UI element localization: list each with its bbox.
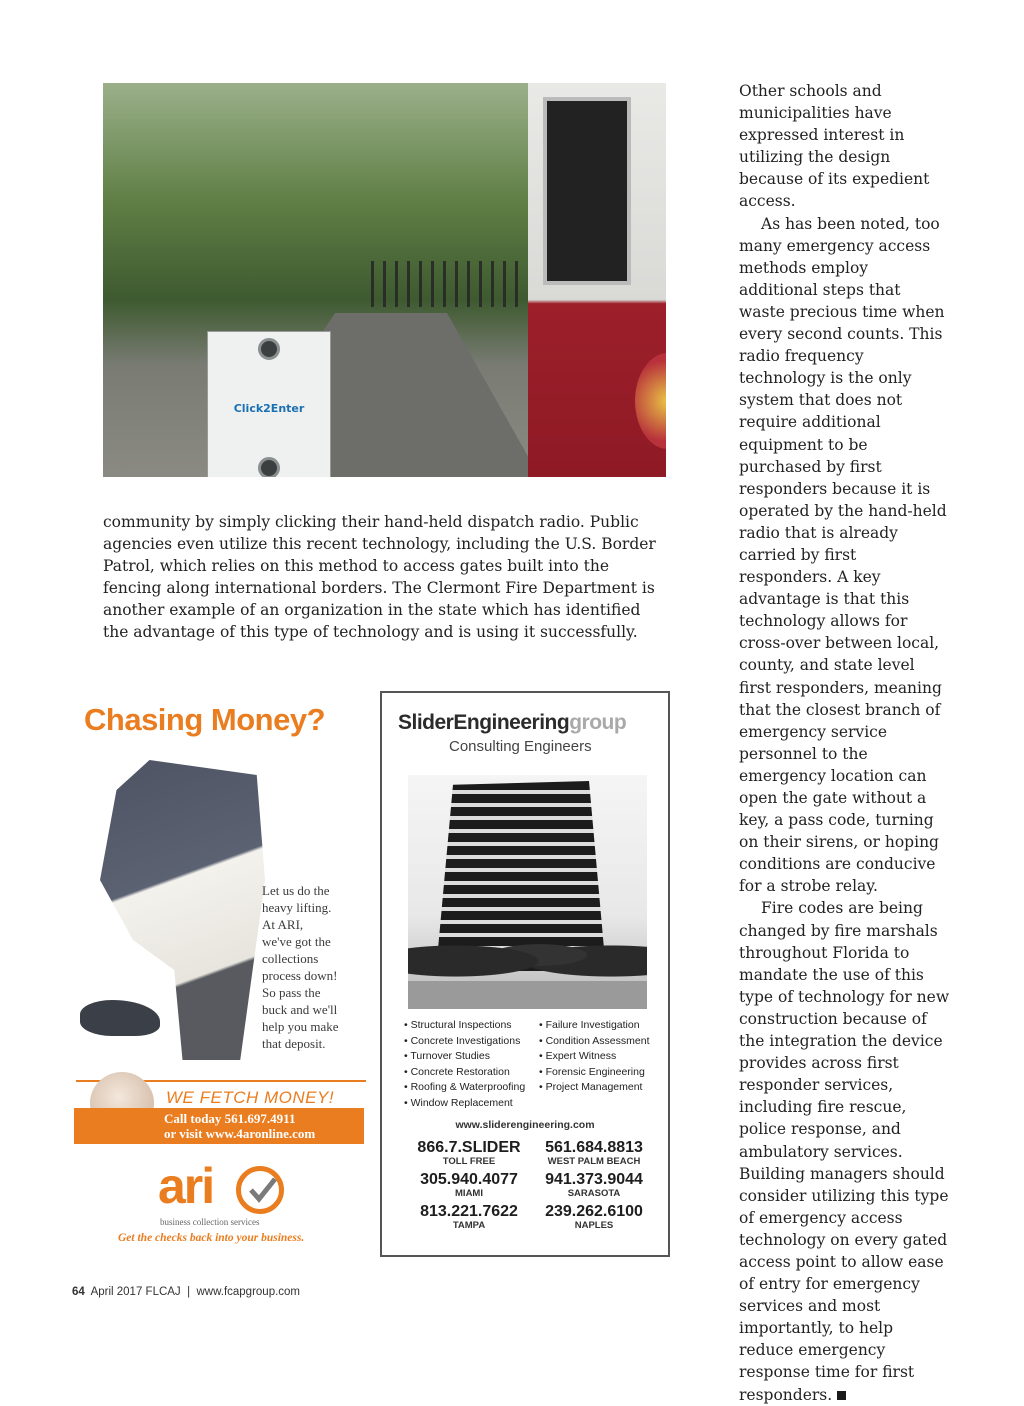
ari-body-line: heavy lifting. xyxy=(262,900,332,915)
click2enter-device xyxy=(207,331,331,477)
service-item: • Project Management xyxy=(539,1081,643,1093)
page-number: 64 xyxy=(72,1286,85,1298)
ari-phone[interactable]: Call today 561.697.4911 xyxy=(164,1111,296,1126)
ari-fetch-slogan: WE FETCH MONEY! xyxy=(166,1088,335,1107)
issue-label: April 2017 FLCAJ xyxy=(90,1286,181,1298)
ari-website-link[interactable]: or visit www.4aronline.com xyxy=(164,1126,316,1141)
article-right-column xyxy=(739,80,951,1406)
ari-body-copy xyxy=(262,882,362,1052)
service-item: • Turnover Studies xyxy=(404,1050,490,1062)
ari-body-line: we've got the xyxy=(262,934,331,949)
ari-contact-text[interactable] xyxy=(164,1111,315,1141)
service-item: • Forensic Engineering xyxy=(539,1065,645,1078)
ari-body-line: process down! xyxy=(262,968,338,983)
phone-entry[interactable] xyxy=(404,1203,534,1231)
slider-brand xyxy=(398,711,626,735)
phone-number[interactable]: 813.221.7622 xyxy=(420,1203,518,1220)
phone-number[interactable]: 305.940.4077 xyxy=(420,1171,518,1188)
ari-body-line: At ARI, xyxy=(262,917,304,932)
article-photo xyxy=(103,83,666,477)
checkmark-icon xyxy=(236,1166,284,1214)
service-item: • Window Replacement xyxy=(404,1096,513,1109)
phone-number[interactable]: 941.373.9044 xyxy=(545,1171,643,1188)
phone-location: WEST PALM BEACH xyxy=(547,1156,641,1167)
ari-headline: Chasing Money? xyxy=(84,702,326,737)
phone-location: NAPLES xyxy=(574,1220,614,1231)
service-item: • Expert Witness xyxy=(539,1050,617,1062)
slider-phone-list xyxy=(404,1139,654,1231)
phone-entry[interactable] xyxy=(534,1203,654,1231)
ari-body-line: Let us do the xyxy=(262,883,330,898)
building-photo xyxy=(408,775,647,1009)
device-brand-label: Click2Enter xyxy=(233,402,305,415)
article-paragraph-text: Fire codes are being changed by fire marshals throughout Florida to mandate the use of this type of technology for new construction because of the integration the device provides across first responder services, including fire rescue, police response, and ambulatory services. Building managers should consider utilizing this type of emergency access technology on every gated access point to allow ease of entry for emergency services and most importantly, to help reduce emergency response time for first responders. xyxy=(739,899,950,1404)
building-plaza xyxy=(408,981,647,1009)
phone-location: MIAMI xyxy=(455,1188,483,1199)
phone-location: SARASOTA xyxy=(567,1188,621,1199)
ari-body-line: buck and we'll xyxy=(262,1002,338,1017)
slider-brand-main: SliderEngineering xyxy=(398,711,570,734)
gate xyxy=(371,261,521,307)
building-trees xyxy=(408,925,647,985)
slider-brand-suffix: group xyxy=(569,711,627,734)
service-item: • Condition Assessment xyxy=(539,1034,650,1047)
slider-services-list xyxy=(404,1018,654,1111)
article-paragraph: As has been noted, too many emergency access methods employ additional steps that waste precious time when every second counts. This radio frequency technology is the only system that does not require additional equipment to be purchased by first responders because it is operated by the hand-held radio that is already carried by first responders. A key advantage is that this technology allows for cross-over between local, county, and state level first responders, meaning that the closest branch of emergency service personnel to the emergency location can open the gate without a key, a pass code, turning on their sirens, or hoping conditions are conducive for a strobe relay. xyxy=(739,214,947,896)
service-item: • Concrete Investigations xyxy=(404,1034,521,1047)
ari-body-line: that deposit. xyxy=(262,1036,326,1051)
device-bolt-icon xyxy=(258,338,280,360)
phone-location: TOLL FREE xyxy=(442,1156,496,1167)
article-paragraph: Other schools and municipalities have expressed interest in utilizing the design because of its expedient access. xyxy=(739,82,930,211)
phone-number[interactable]: 561.684.8813 xyxy=(545,1139,643,1156)
slider-subtitle: Consulting Engineers xyxy=(449,738,592,755)
ari-body-line: collections xyxy=(262,951,319,966)
ari-services-label: business collection services xyxy=(160,1217,260,1227)
page-footer xyxy=(72,1286,300,1298)
fire-truck-window xyxy=(543,97,631,285)
footer-website-link[interactable]: www.fcapgroup.com xyxy=(196,1286,301,1298)
service-item: • Roofing & Waterproofing xyxy=(404,1081,526,1093)
ari-body-line: help you make xyxy=(262,1019,339,1034)
phone-location: TAMPA xyxy=(452,1220,486,1231)
footer-separator: | xyxy=(187,1286,191,1298)
service-item: • Structural Inspections xyxy=(404,1019,512,1031)
device-bolt-icon xyxy=(258,457,280,477)
slider-website-link[interactable]: www.sliderengineering.com xyxy=(455,1119,595,1131)
service-item: • Concrete Restoration xyxy=(404,1065,510,1078)
phone-entry[interactable] xyxy=(534,1139,654,1167)
ari-advertisement[interactable] xyxy=(72,700,368,1250)
article-left-paragraph: community by simply clicking their hand-held dispatch radio. Public agencies even utilize this recent technology, including the U.S. Border Patrol, which relies on this method to access gates built into the fencing along international borders. The Clermont Fire Department is another example of an organization in the state which has identified the advantage of this type of technology and is using it successfully. xyxy=(103,513,656,641)
phone-entry[interactable] xyxy=(534,1171,654,1199)
phone-number[interactable]: 239.262.6100 xyxy=(545,1203,643,1220)
article-paragraph xyxy=(739,897,951,1405)
phone-entry[interactable] xyxy=(404,1171,534,1199)
slider-engineering-advertisement[interactable] xyxy=(380,691,670,1257)
end-mark-icon xyxy=(837,1391,846,1400)
phone-number[interactable]: 866.7.SLIDER xyxy=(417,1139,521,1156)
ari-body-line: So pass the xyxy=(262,985,321,1000)
phone-entry[interactable] xyxy=(404,1139,534,1167)
ari-logo: ari xyxy=(158,1158,214,1214)
service-item xyxy=(539,1096,654,1112)
service-item: • Failure Investigation xyxy=(539,1019,640,1031)
ari-tagline: Get the checks back into your business. xyxy=(118,1232,305,1244)
ari-coat-illustration xyxy=(80,1000,160,1036)
